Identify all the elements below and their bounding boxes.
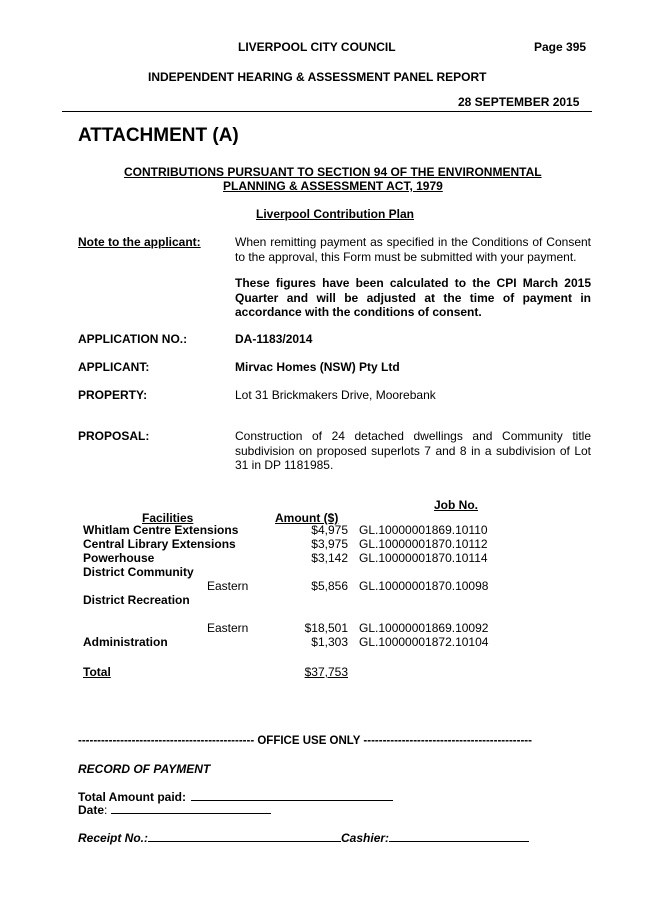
total-label: Total	[83, 665, 111, 679]
note-bold-text: These figures have been calculated to the CPI March 2015 Quarter and will be adjusted at the time of payment in accordance with the conditions of consent.	[235, 276, 591, 319]
facility-name: Whitlam Centre Extensions	[83, 523, 239, 537]
application-value: DA-1183/2014	[235, 332, 313, 346]
report-date: 28 SEPTEMBER 2015	[458, 95, 580, 109]
facility-amount: $5,856	[311, 579, 348, 593]
facility-name: District Recreation	[83, 593, 190, 607]
office-use-banner: ---------------------------------------------- OFFICE USE ONLY --------------------------------------------	[78, 735, 532, 747]
page-number: Page 395	[534, 40, 587, 54]
report-title: INDEPENDENT HEARING & ASSESSMENT PANEL REPORT	[148, 70, 487, 84]
applicant-label: APPLICANT:	[78, 360, 150, 374]
facility-amount: $3,142	[311, 551, 348, 565]
applicant-value: Mirvac Homes (NSW) Pty Ltd	[235, 360, 400, 374]
facility-name: Central Library Extensions	[83, 537, 236, 551]
header-rule	[62, 111, 592, 112]
facility-amount: $3,975	[311, 537, 348, 551]
section-title-line1: CONTRIBUTIONS PURSUANT TO SECTION 94 OF THE ENVIRONMENTAL	[124, 165, 542, 179]
facility-name: Administration	[83, 635, 168, 649]
plan-title: Liverpool Contribution Plan	[256, 207, 414, 221]
facility-amount: $18,501	[304, 621, 348, 635]
date-colon: :	[104, 803, 108, 817]
section-title-line2: PLANNING & ASSESSMENT ACT, 1979	[223, 179, 443, 193]
date-row	[78, 803, 271, 817]
total-paid-label: Total Amount paid:	[78, 790, 186, 804]
amount-column-header: Amount ($)	[275, 511, 339, 525]
receipt-field[interactable]	[148, 841, 341, 842]
council-name: LIVERPOOL CITY COUNCIL	[238, 40, 396, 54]
proposal-value: Construction of 24 detached dwellings and Community title subdivision on proposed superlots 7 and 8 in a subdivision of Lot 31 in DP 1181985.	[235, 429, 591, 472]
total-amount: $37,753	[304, 665, 348, 679]
facility-sub-area: Eastern	[207, 621, 249, 635]
cashier-field[interactable]	[389, 841, 529, 842]
facility-job-number: GL.10000001869.10092	[359, 621, 489, 635]
receipt-label: Receipt No.:	[78, 831, 149, 845]
job-column-header: Job No.	[434, 498, 478, 512]
application-label: APPLICATION NO.:	[78, 332, 188, 346]
property-value: Lot 31 Brickmakers Drive, Moorebank	[235, 388, 436, 402]
property-label: PROPERTY:	[78, 388, 148, 402]
facilities-column-header: Facilities	[142, 511, 194, 525]
note-label: Note to the applicant:	[78, 235, 201, 249]
facility-sub-area: Eastern	[207, 579, 249, 593]
date-label: Date	[78, 803, 105, 817]
facility-job-number: GL.10000001872.10104	[359, 635, 489, 649]
attachment-title: ATTACHMENT (A)	[78, 125, 239, 146]
facility-amount: $4,975	[311, 523, 348, 537]
facility-job-number: GL.10000001870.10114	[359, 551, 488, 565]
cashier-label: Cashier:	[341, 831, 390, 845]
facility-name: Powerhouse	[83, 551, 155, 565]
proposal-label: PROPOSAL:	[78, 429, 150, 443]
date-field[interactable]	[111, 813, 271, 814]
facility-job-number: GL.10000001870.10098	[359, 579, 489, 593]
facility-job-number: GL.10000001869.10110	[359, 523, 488, 537]
facility-amount: $1,303	[311, 635, 348, 649]
note-text: When remitting payment as specified in the Conditions of Consent to the approval, this Form must be submitted with your payment.	[235, 235, 591, 264]
record-of-payment-heading: RECORD OF PAYMENT	[78, 762, 211, 776]
receipt-row	[78, 831, 529, 845]
total-paid-field[interactable]	[191, 800, 393, 801]
facility-name: District Community	[83, 565, 194, 579]
facility-job-number: GL.10000001870.10112	[359, 537, 488, 551]
total-paid-row	[78, 790, 393, 804]
